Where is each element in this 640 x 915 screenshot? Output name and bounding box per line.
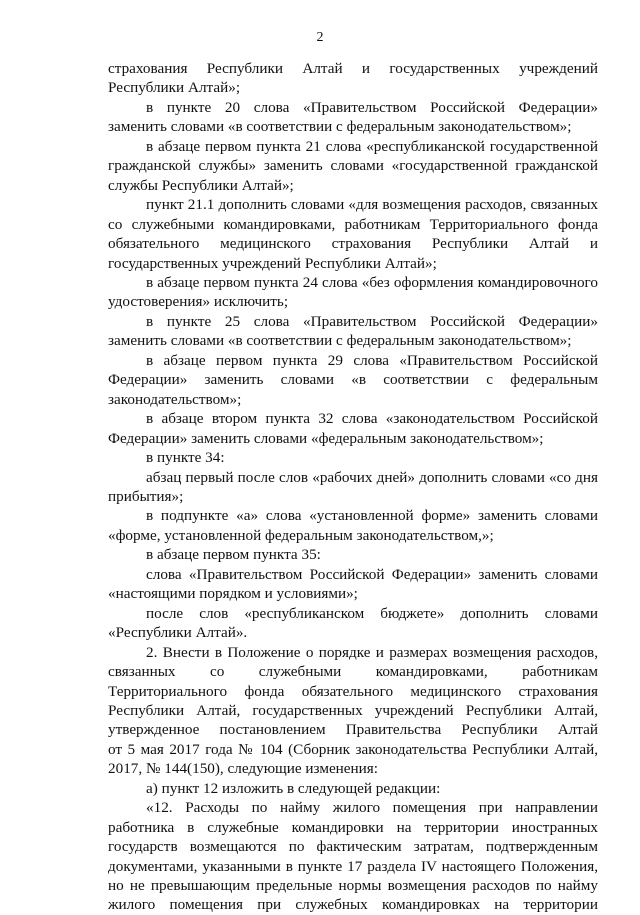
text-line: «12. Расходы по найму жилого помещения при направлении — [146, 799, 598, 817]
text-line: пункт 21.1 дополнить словами «для возмещения расходов, связанных — [146, 196, 598, 214]
text-line: 2. Внести в Положение о порядке и размерах возмещения расходов, — [146, 643, 598, 661]
text-line: после слов «республиканском бюджете» дополнить словами — [146, 604, 598, 622]
text-line: в абзаце первом пункта 35: — [146, 546, 321, 564]
text-line: Федерации» заменить словами «в соответствии с федеральным — [108, 371, 598, 389]
text-line: законодательством»; — [108, 390, 242, 408]
text-line: в абзаце первом пункта 29 слова «Правительством Российской — [146, 351, 598, 369]
text-line: в пункте 20 слова «Правительством Российской Федерации» — [146, 98, 598, 116]
text-line: со служебными командировками, работникам Территориального фонда — [108, 215, 598, 233]
text-line: в подпункте «а» слова «установленной форме» заменить словами — [146, 507, 598, 525]
text-line: в абзаце первом пункта 24 слова «без оформления командировочного — [146, 273, 598, 291]
text-line: в пункте 25 слова «Правительством Российской Федерации» — [146, 312, 598, 330]
text-line: от 5 мая 2017 года № 104 (Сборник законодательства Республики Алтай, — [108, 740, 598, 758]
text-line: заменить словами «в соответствии с федеральным законодательством»; — [108, 118, 572, 136]
text-line: в абзаце втором пункта 32 слова «законодательством Российской — [146, 410, 598, 428]
text-line: а) пункт 12 изложить в следующей редакции: — [146, 779, 441, 797]
text-line: абзац первый после слов «рабочих дней» дополнить словами «со дня — [146, 468, 598, 486]
text-line: в пункте 34: — [146, 449, 225, 467]
text-line: заменить словами «в соответствии с федеральным законодательством»; — [108, 332, 572, 350]
text-line: документами, указанными в пункте 17 раздела IV настоящего Положения, — [108, 857, 598, 875]
text-line: Федерации» заменить словами «федеральным законодательством»; — [108, 429, 544, 447]
text-line: 2017, № 144(150), следующие изменения: — [108, 760, 379, 778]
text-line: слова «Правительством Российской Федерации» заменить словами — [146, 565, 598, 583]
text-line: «настоящими порядком и условиями»; — [108, 585, 358, 603]
page-number: 2 — [316, 30, 324, 45]
text-line: прибытия»; — [108, 487, 184, 505]
text-line: Республики Алтай, государственных учреждений Республики Алтай, — [108, 701, 598, 719]
text-line: жилого помещения при служебных командировках на территории — [108, 896, 598, 914]
text-line: работника в служебные командировки на территории иностранных — [108, 818, 598, 836]
text-line: государств возмещаются по фактическим затратам, подтвержденным — [108, 838, 598, 856]
text-line: «форме, установленной федеральным законодательством,»; — [108, 526, 494, 544]
text-line: Республики Алтай»; — [108, 79, 241, 97]
text-line: «Республики Алтай». — [108, 624, 248, 642]
document-body — [108, 59, 598, 915]
text-line: государственных учреждений Республики Алтай»; — [108, 254, 437, 272]
text-line: удостоверения» исключить; — [108, 293, 289, 311]
text-line: гражданской службы» заменить словами «государственной гражданской — [108, 157, 598, 175]
text-line: страхования Республики Алтай и государственных учреждений — [108, 60, 598, 77]
text-line: в абзаце первом пункта 21 слова «республиканской государственной — [146, 137, 598, 155]
text-line: но не превышающим предельные нормы возмещения расходов по найму — [108, 877, 598, 895]
text-line: службы Республики Алтай»; — [108, 176, 294, 194]
text-line: обязательного медицинского страхования Республики Алтай и — [108, 235, 598, 253]
text-line: Территориального фонда обязательного медицинского страхования — [108, 682, 598, 700]
text-line: связанных со служебными командировками, работникам — [108, 663, 598, 681]
text-line: утвержденное постановлением Правительства Республики Алтай — [108, 721, 598, 739]
